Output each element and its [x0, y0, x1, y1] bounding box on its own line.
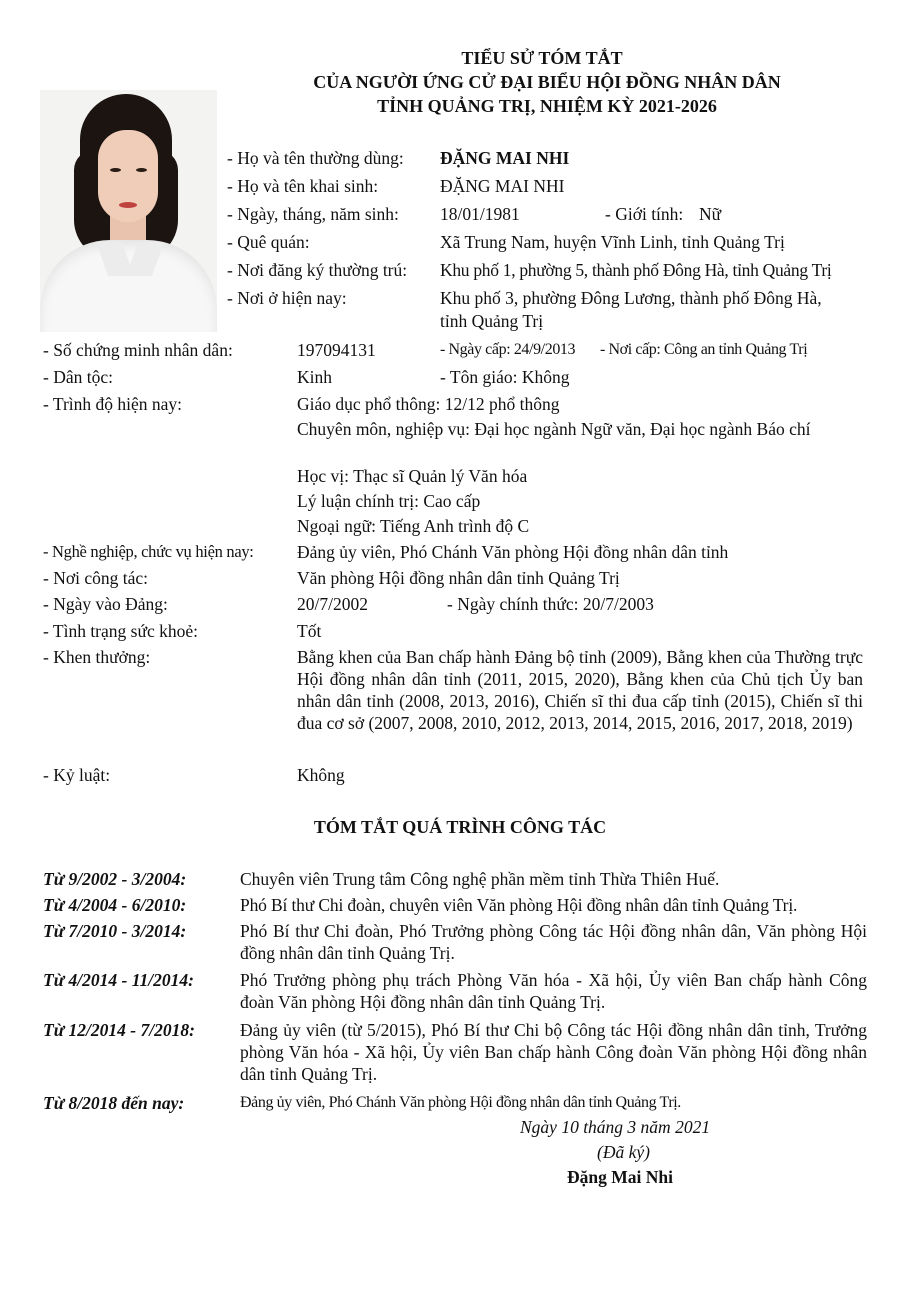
- religion-value: - Tôn giáo: Không: [440, 367, 570, 387]
- party-date-value: 20/7/2002: [297, 594, 368, 614]
- current-value-line2: tỉnh Quảng Trị: [440, 311, 544, 331]
- dob-label: - Ngày, tháng, năm sinh:: [227, 204, 399, 224]
- education-politics: Lý luận chính trị: Cao cấp: [297, 491, 481, 511]
- birth-name-value: ĐẶNG MAI NHI: [440, 176, 565, 196]
- common-name-label: - Họ và tên thường dùng:: [227, 148, 404, 168]
- education-major: Chuyên môn, nghiệp vụ: Đại học ngành Ngữ văn, Đại học ngành Báo chí: [297, 419, 811, 439]
- career-period: Từ 9/2002 - 3/2004:: [43, 869, 187, 889]
- signature-name: Đặng Mai Nhi: [567, 1167, 673, 1187]
- awards-value: Bằng khen của Ban chấp hành Đảng bộ tỉnh (2009), Bằng khen của Thường trực Hội đồng nhân dân tỉnh (2011, 2015, 2020), Bằng khen của Chủ tịch Ủy ban nhân dân tỉnh (2008, 2013, 2016), Chiến sĩ thi đua cấp tỉnh (2015), Chiến sĩ thi đua cơ sở (2007, 2008, 2010, 2012, 2013, 2014, 2015, 2016, 2017, 2018, 2019): [297, 647, 863, 733]
- signature-date: Ngày 10 tháng 3 năm 2021: [520, 1117, 711, 1137]
- id-label: - Số chứng minh nhân dân:: [43, 340, 233, 360]
- doc-subtitle: CỦA NGƯỜI ỨNG CỬ ĐẠI BIỂU HỘI ĐỒNG NHÂN DÂN: [313, 72, 781, 92]
- party-date-label: - Ngày vào Đảng:: [43, 594, 168, 614]
- career-desc: Chuyên viên Trung tâm Công nghệ phần mềm tỉnh Thừa Thiên Huế.: [240, 869, 720, 889]
- workplace-label: - Nơi công tác:: [43, 568, 148, 588]
- career-period: Từ 4/2014 - 11/2014:: [43, 970, 194, 990]
- permanent-label: - Nơi đăng ký thường trú:: [227, 260, 408, 280]
- dob-value: 18/01/1981: [440, 204, 520, 224]
- permanent-value: Khu phố 1, phường 5, thành phố Đông Hà, tỉnh Quảng Trị: [440, 260, 832, 280]
- position-label: - Nghề nghiệp, chức vụ hiện nay:: [43, 542, 254, 561]
- id-issue-place: - Nơi cấp: Công an tỉnh Quảng Trị: [600, 341, 808, 358]
- career-desc: Phó Trưởng phòng phụ trách Phòng Văn hóa - Xã hội, Ủy viên Ban chấp hành Công đoàn Văn phòng Hội đồng nhân dân tỉnh Quảng Trị.: [240, 970, 867, 1012]
- party-official-date: - Ngày chính thức: 20/7/2003: [447, 594, 654, 614]
- career-period: Từ 12/2014 - 7/2018:: [43, 1020, 195, 1040]
- career-period: Từ 8/2018 đến nay:: [43, 1093, 185, 1113]
- current-value-line1: Khu phố 3, phường Đông Lương, thành phố Đông Hà,: [440, 288, 822, 308]
- ethnic-label: - Dân tộc:: [43, 367, 113, 387]
- career-title: TÓM TẮT QUÁ TRÌNH CÔNG TÁC: [313, 817, 607, 837]
- hometown-value: Xã Trung Nam, huyện Vĩnh Linh, tỉnh Quảng Trị: [440, 232, 785, 252]
- current-label: - Nơi ở hiện nay:: [227, 288, 347, 308]
- health-value: Tốt: [297, 621, 322, 641]
- education-general: Giáo dục phổ thông: 12/12 phổ thông: [297, 394, 560, 414]
- gender-label: - Giới tính:: [605, 204, 684, 224]
- education-language: Ngoại ngữ: Tiếng Anh trình độ C: [297, 516, 530, 536]
- id-issue-date: - Ngày cấp: 24/9/2013: [440, 341, 576, 358]
- signature-signed: (Đã ký): [597, 1142, 650, 1162]
- hometown-label: - Quê quán:: [227, 232, 310, 252]
- birth-name-label: - Họ và tên khai sinh:: [227, 176, 379, 196]
- discipline-value: Không: [297, 765, 345, 785]
- doc-term: TỈNH QUẢNG TRỊ, NHIỆM KỲ 2021-2026: [377, 96, 717, 116]
- career-period: Từ 7/2010 - 3/2014:: [43, 921, 187, 941]
- position-value: Đảng ủy viên, Phó Chánh Văn phòng Hội đồng nhân dân tỉnh: [297, 542, 729, 562]
- ethnic-value: Kinh: [297, 367, 332, 387]
- awards-label: - Khen thưởng:: [43, 647, 151, 667]
- discipline-label: - Kỷ luật:: [43, 765, 111, 785]
- career-desc: Phó Bí thư Chi đoàn, chuyên viên Văn phòng Hội đồng nhân dân tỉnh Quảng Trị.: [240, 895, 798, 915]
- health-label: - Tình trạng sức khoẻ:: [43, 621, 198, 641]
- career-desc: Đảng ủy viên, Phó Chánh Văn phòng Hội đồng nhân dân tỉnh Quảng Trị.: [240, 1094, 681, 1111]
- career-period: Từ 4/2004 - 6/2010:: [43, 895, 187, 915]
- gender-value: Nữ: [699, 204, 722, 224]
- education-label: - Trình độ hiện nay:: [43, 394, 183, 414]
- workplace-value: Văn phòng Hội đồng nhân dân tỉnh Quảng Trị: [297, 568, 620, 588]
- education-degree: Học vị: Thạc sĩ Quản lý Văn hóa: [297, 466, 528, 486]
- common-name-value: ĐẶNG MAI NHI: [440, 148, 570, 168]
- portrait-photo: [40, 90, 217, 332]
- career-desc: Đảng ủy viên (từ 5/2015), Phó Bí thư Chi bộ Công tác Hội đồng nhân dân tỉnh, Trưởng phòng Văn hóa - Xã hội, Ủy viên Ban chấp hành Công đoàn Văn phòng Hội đồng nhân dân tỉnh Quảng Trị.: [240, 1020, 867, 1084]
- id-number: 197094131: [297, 340, 376, 360]
- career-desc: Phó Bí thư Chi đoàn, Phó Trưởng phòng Công tác Hội đồng nhân dân, Văn phòng Hội đồng nhân dân tỉnh Quảng Trị.: [240, 921, 867, 963]
- doc-title: TIỂU SỬ TÓM TẮT: [461, 48, 623, 68]
